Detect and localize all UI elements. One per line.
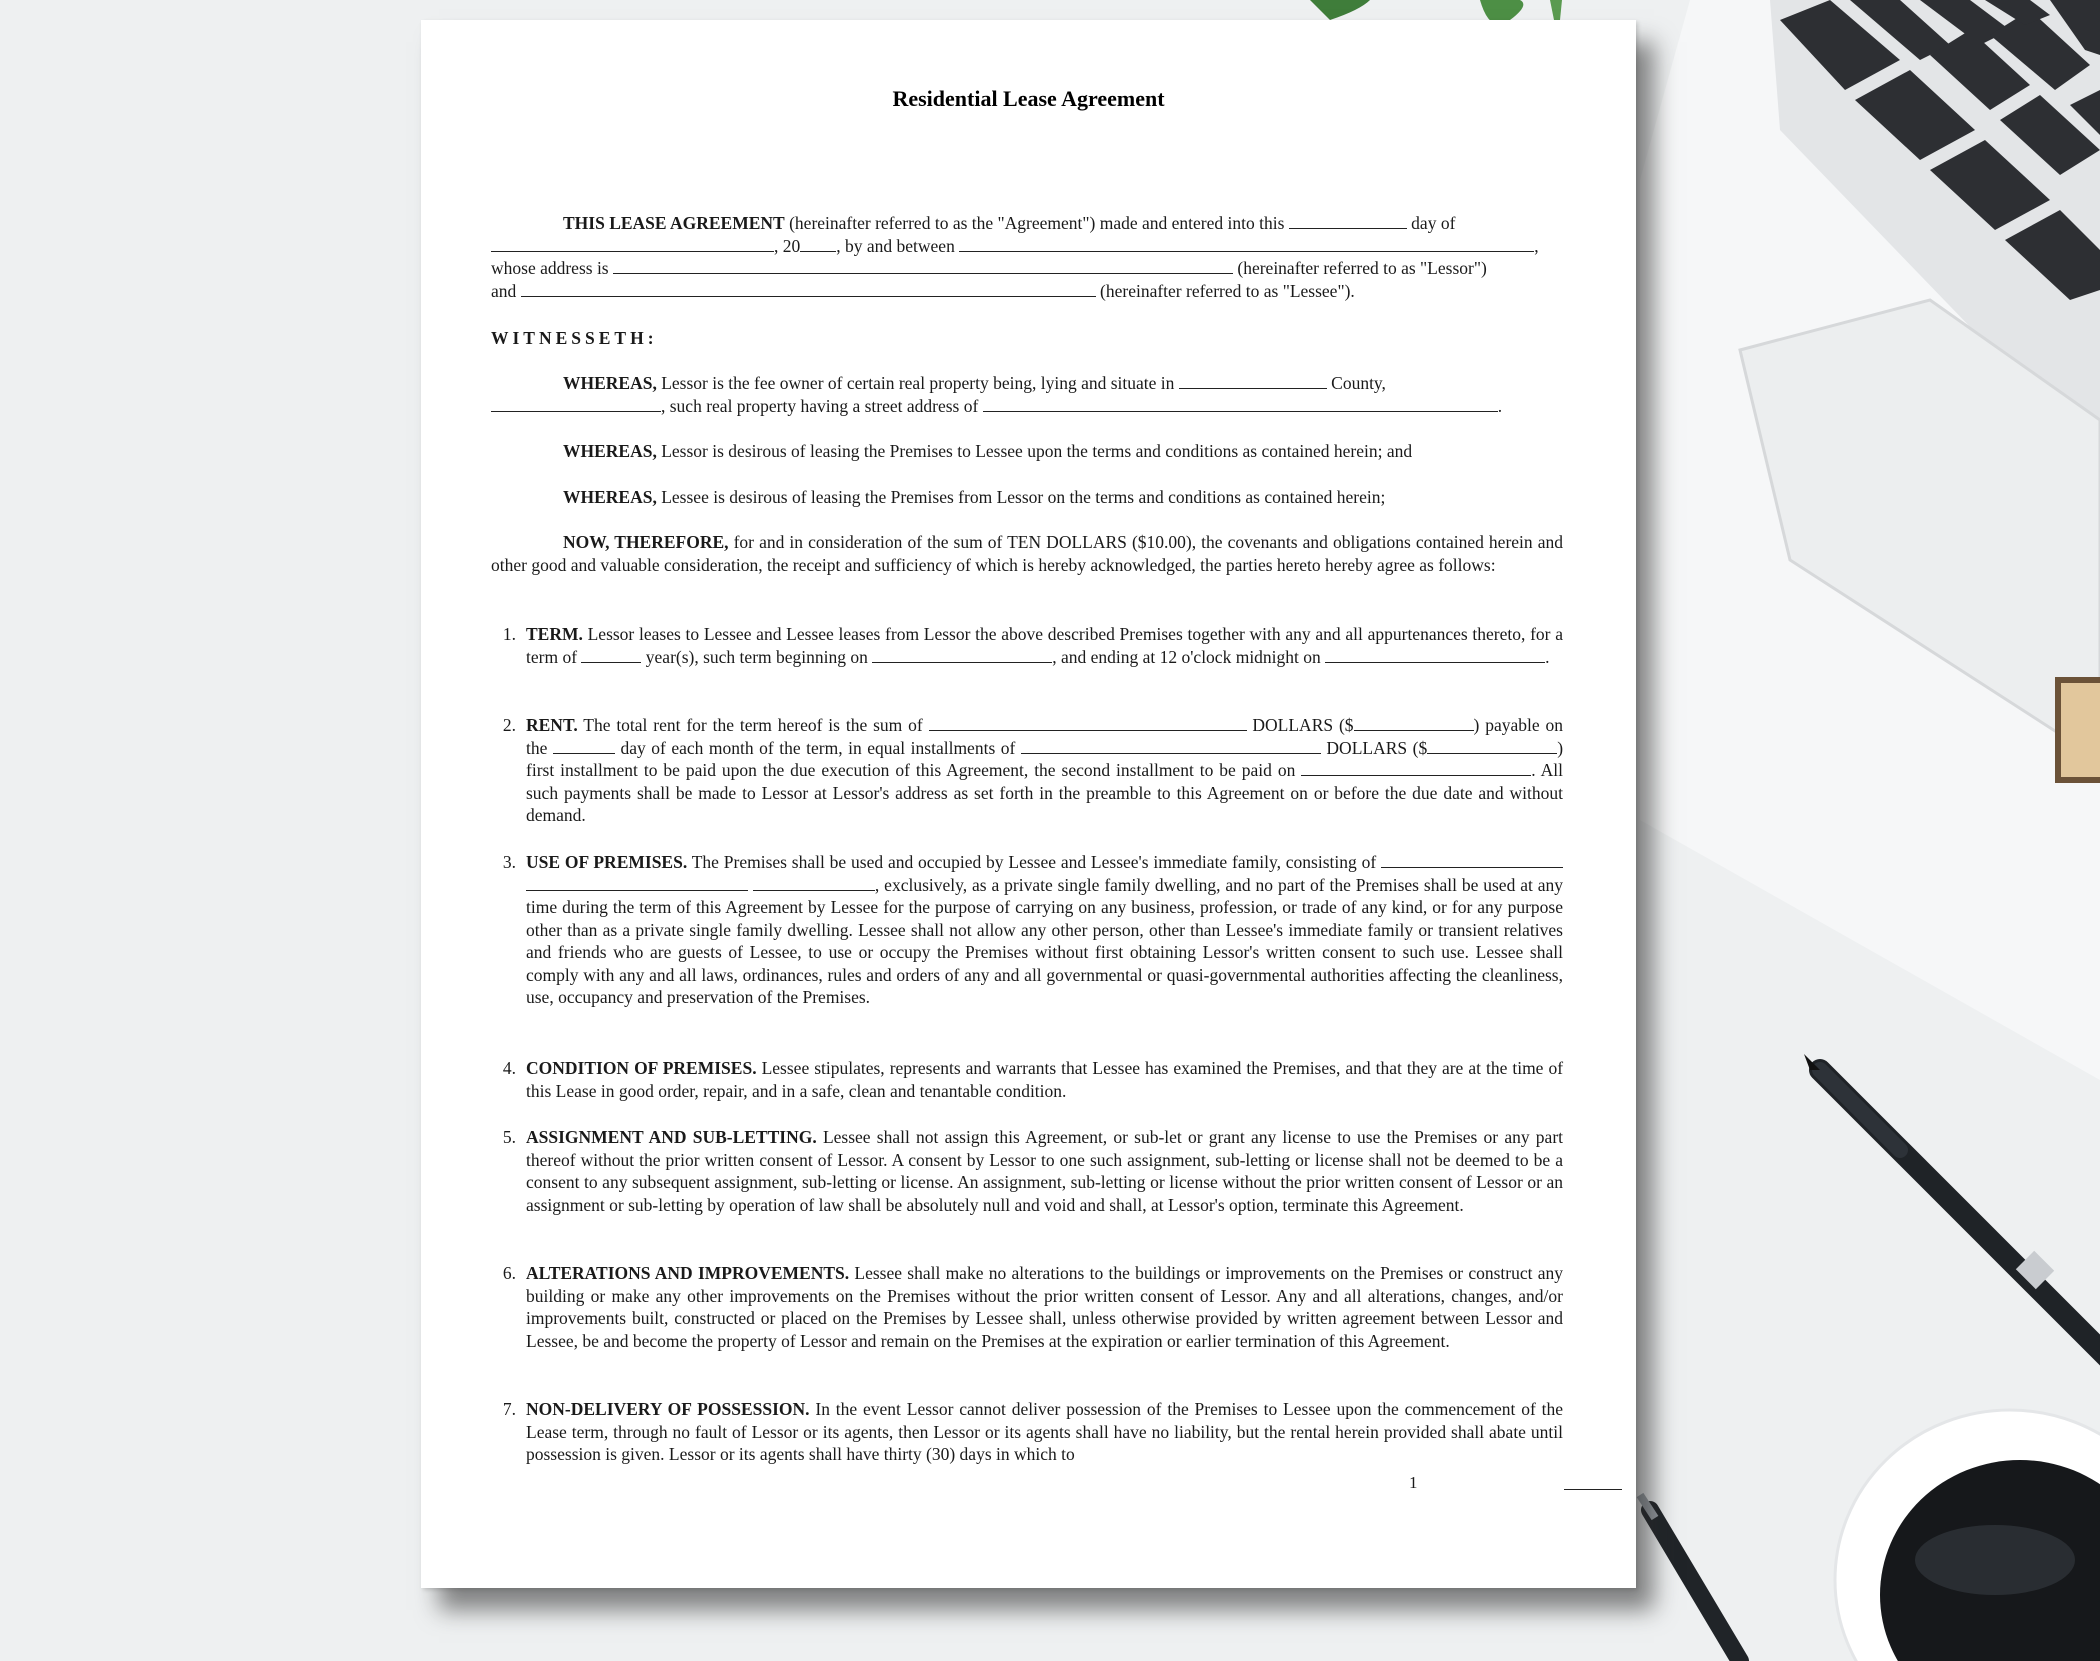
intro-lead: THIS LEASE AGREEMENT	[563, 213, 785, 233]
whereas-paragraph-3: WHEREAS, Lessee is desirous of leasing the Premises from Lessor on the terms and conditions as contained herein;	[563, 487, 1386, 507]
coffee-cup-decoration	[1820, 1380, 2100, 1661]
lessor-name-blank[interactable]	[959, 237, 1534, 252]
street-address-blank[interactable]	[983, 397, 1498, 412]
total-rent-words-blank[interactable]	[929, 716, 1247, 731]
section-use-of-premises: 3. USE OF PREMISES. The Premises shall be used and occupied by Lessee and Lessee's immediate family, consisting of , exclusively, as a private single family dwelling, and no part of the Premises shall be used at any time during the term of this Agreement by Lessee for the purpose of carrying on any business, profession, or trade of any kind, or for any purpose other than as a private single family dwelling. Lessee shall not allow any other person, other than Lessee's immediate family or transient relatives and friends who are guests of Lessee, to use or occupy the Premises without first obtaining Lessor's written consent to such use. Lessee shall comply with any and all laws, ordinances, rules and orders of any and all governmental or quasi-governmental authorities affecting the cleanliness, use, occupancy and preservation of the Premises.	[502, 852, 1564, 1007]
month-blank[interactable]	[491, 237, 774, 252]
pen-decoration-2	[1630, 1490, 1750, 1661]
family-member-blank-2[interactable]	[526, 876, 748, 891]
total-rent-amount-blank[interactable]	[1354, 716, 1474, 731]
section-condition-of-premises: 4. CONDITION OF PREMISES. Lessee stipulates, represents and warrants that Lessee has examined the Premises, and that they are at the time of this Lease in good order, repair, and in a safe, clean and tenantable condition.	[502, 1058, 1564, 1101]
installment-amount-blank[interactable]	[1427, 739, 1557, 754]
lessor-address-blank[interactable]	[613, 259, 1233, 274]
family-member-blank-3[interactable]	[753, 876, 875, 891]
second-installment-date-blank[interactable]	[1301, 761, 1531, 776]
term-end-blank[interactable]	[1325, 648, 1545, 663]
section-alterations-and-improvements: 6. ALTERATIONS AND IMPROVEMENTS. Lessee shall make no alterations to the buildings or improvements on the Premises or construct any building or make any other improvements on the Premises without the prior written consent of Lessor. Any and all alterations, changes, and/or improvements built, constructed or placed on the Premises by Lessee shall, unless otherwise provided by written agreement between Lessor and Lessee, be and become the property of Lessor and remain on the Premises at the expiration or earlier termination of this Agreement.	[502, 1263, 1564, 1351]
section-rent: 2. RENT. The total rent for the term hereof is the sum of DOLLARS ($ ) payable on the day of each month of the term, in equal installments of DOLLARS ($ ) first installment to be paid upon the due execution of this Agreement, the second installment to be paid on . All such payments shall be made to Lessor at Lessor's address as set forth in the preamble to this Agreement on or before the due date and without demand.	[502, 715, 1564, 825]
lease-document-page	[421, 20, 1636, 1588]
section-term: 1. TERM. Lessor leases to Lessee and Lessee leases from Lessor the above described Premises together with any and all appurtenances thereto, for a term of year(s), such term beginning on , and ending at 12 o'clock midnight on .	[502, 624, 1563, 667]
term-start-blank[interactable]	[872, 648, 1052, 663]
term-years-blank[interactable]	[581, 648, 641, 663]
whereas-paragraph-2: WHEREAS, Lessor is desirous of leasing the Premises to Lessee upon the terms and conditions as contained herein; and	[563, 441, 1413, 461]
state-blank[interactable]	[491, 397, 661, 412]
now-therefore-paragraph: NOW, THEREFORE, for and in consideration of the sum of TEN DOLLARS ($10.00), the covenants and obligations contained herein and other good and valuable consideration, the receipt and sufficiency of which is hereby acknowledged, the parties hereto hereby agree as follows:	[491, 532, 1563, 575]
document-title: Residential Lease Agreement	[892, 86, 1165, 111]
wooden-block-decoration	[2050, 660, 2100, 790]
day-blank[interactable]	[1289, 214, 1407, 229]
whereas-paragraph-1: WHEREAS, Lessor is the fee owner of certain real property being, lying and situate in County, , such real property having a street address of .	[491, 372, 1563, 417]
intro-paragraph: THIS LEASE AGREEMENT (hereinafter referred to as the "Agreement") made and entered into this day of , 20 , by and between , whose address is (hereinafter referred to as "Lessor") and (hereinafter referred to as "Lessee").	[491, 213, 1539, 301]
county-blank[interactable]	[1179, 374, 1327, 389]
witnesseth-heading: WITNESSETH:	[491, 328, 658, 348]
lessee-name-blank[interactable]	[521, 282, 1096, 297]
section-non-delivery-of-possession: 7. NON-DELIVERY OF POSSESSION. In the event Lessor cannot deliver possession of the Premises to Lessee upon the commencement of the Lease term, through no fault of Lessor or its agents, then Lessor or its agents shall have no liability, but the rental herein provided shall abate until possession is given. Lessor or its agents shall have thirty (30) days in which to	[502, 1399, 1564, 1464]
year-blank[interactable]	[800, 237, 836, 252]
pen-decoration	[1780, 1030, 2100, 1410]
installment-words-blank[interactable]	[1021, 739, 1321, 754]
page-number: 1	[1409, 1473, 1418, 1492]
laptop-decoration	[1630, 0, 2100, 1080]
initials-line[interactable]	[1564, 1489, 1622, 1490]
family-member-blank-1[interactable]	[1381, 853, 1563, 868]
due-day-blank[interactable]	[553, 739, 615, 754]
section-assignment-and-sub-letting: 5. ASSIGNMENT AND SUB-LETTING. Lessee shall not assign this Agreement, or sub-let or grant any license to use the Premises or any part thereof without the prior written consent of Lessor. A consent by Lessor to one such assignment, sub-letting or license shall not be deemed to be a consent to any subsequent assignment, sub-letting or license. An assignment, sub-letting or license without the prior written consent of Lessor or an assignment or sub-letting by operation of law shall be absolutely null and void and shall, at Lessor's option, terminate this Agreement.	[502, 1127, 1564, 1215]
